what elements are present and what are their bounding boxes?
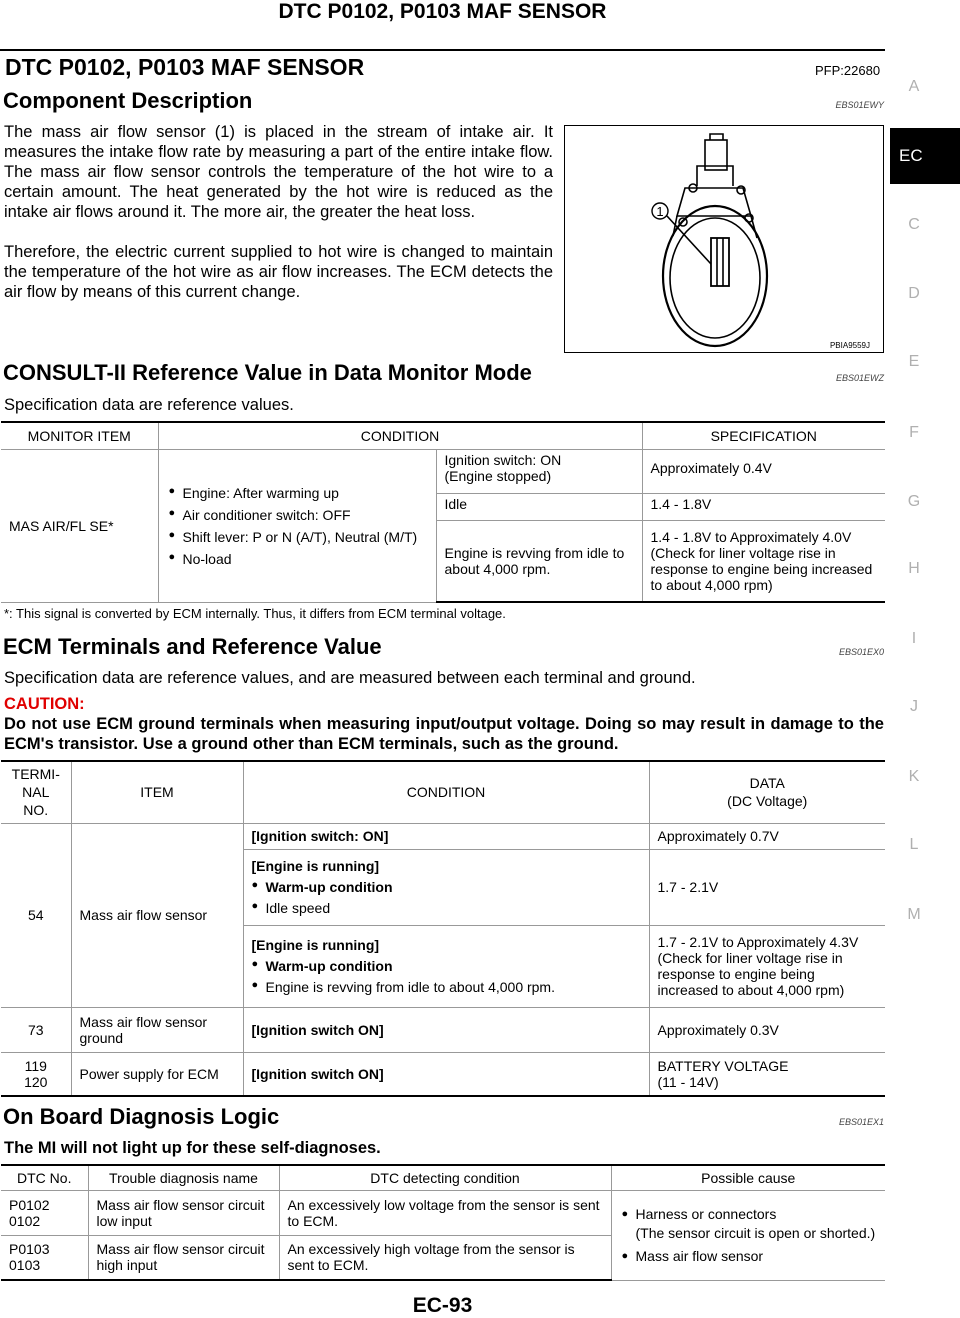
spec-cell: 1.4 - 1.8V to Approximately 4.0V (Check for liner voltage rise in response to engine being increased to about 4,000 rpm): [642, 520, 885, 602]
side-index-f[interactable]: F: [909, 424, 919, 441]
data-cell: Approximately 0.3V: [649, 1007, 885, 1052]
table-row: [1, 1052, 885, 1096]
consult-heading: CONSULT-II Reference Value in Data Monitor Mode: [3, 360, 532, 385]
table-row: [1, 1190, 885, 1235]
header-rule: [0, 49, 885, 51]
condition-cell: [Ignition switch ON]: [243, 1052, 649, 1096]
obd-heading: On Board Diagnosis Logic: [3, 1104, 280, 1129]
table-row: [1, 1007, 885, 1052]
condition-cell: [Ignition switch: ON]: [243, 823, 649, 849]
side-index-i[interactable]: I: [911, 630, 917, 647]
page-header-title: DTC P0102, P0103 MAF SENSOR: [278, 0, 607, 23]
side-index-m[interactable]: M: [907, 906, 921, 923]
component-heading: Component Description: [3, 88, 253, 113]
side-index-g[interactable]: G: [907, 493, 921, 510]
col-detecting-condition: DTC detecting condition: [279, 1165, 611, 1190]
cause-cell: [611, 1190, 885, 1280]
item-cell: Mass air flow sensor: [71, 823, 243, 1007]
col-condition: CONDITION: [158, 422, 642, 449]
ecm-intro: Specification data are reference values, and are measured between each terminal and ground.: [4, 669, 696, 687]
side-index-a[interactable]: A: [908, 78, 920, 95]
condition-heading: [Engine is running]: [251, 858, 380, 874]
obd-intro: The MI will not light up for these self-diagnoses.: [4, 1139, 381, 1157]
col-item: ITEM: [71, 761, 243, 823]
obd-code: EBS01EX1: [838, 1117, 884, 1127]
callout-number: 1: [656, 204, 664, 219]
figure-code: PBIA9559J: [829, 341, 870, 350]
maf-sensor-illustration: [565, 126, 883, 352]
condition-cell: Ignition switch: ON (Engine stopped): [436, 449, 642, 493]
list-item: ● Warm-up condition: [252, 958, 641, 974]
item-cell: Power supply for ECM: [71, 1052, 243, 1096]
list-item: ● Harness or connectors (The sensor circuit is open or shorted.): [622, 1205, 878, 1243]
terminal-cell: 119 120: [1, 1052, 71, 1096]
side-index-d[interactable]: D: [908, 285, 920, 302]
ecm-code: EBS01EX0: [838, 647, 884, 657]
col-trouble-name: Trouble diagnosis name: [88, 1165, 279, 1190]
component-code: EBS01EWY: [835, 100, 884, 110]
side-index-k[interactable]: K: [908, 768, 920, 785]
spec-cell: Approximately 0.4V: [642, 449, 885, 493]
condition-heading: [Engine is running]: [251, 937, 380, 953]
col-terminal-no: TERMI- NAL NO.: [1, 761, 71, 823]
consult-table: [1, 421, 885, 603]
ecm-table: [1, 760, 885, 1097]
pfp-code: PFP:22680: [815, 63, 881, 78]
section-title: DTC P0102, P0103 MAF SENSOR: [5, 54, 365, 80]
col-monitor-item: MONITOR ITEM: [1, 422, 158, 449]
monitor-item-cell: MAS AIR/FL SE*: [1, 449, 158, 602]
ecm-heading: ECM Terminals and Reference Value: [3, 634, 382, 659]
spec-cell: 1.4 - 1.8V: [642, 493, 885, 520]
side-index-j[interactable]: J: [910, 698, 918, 715]
table-row: [1, 449, 885, 493]
condition-cell: Idle: [436, 493, 642, 520]
condition-cell: [243, 925, 649, 1007]
col-data: DATA (DC Voltage): [649, 761, 885, 823]
side-index-c[interactable]: C: [908, 216, 920, 233]
table-header-row: [1, 1165, 885, 1190]
col-specification: SPECIFICATION: [642, 422, 885, 449]
condition-cell: [243, 849, 649, 925]
col-possible-cause: Possible cause: [611, 1165, 885, 1190]
condition-cell: An excessively high voltage from the sensor is sent to ECM.: [279, 1235, 611, 1280]
data-cell: BATTERY VOLTAGE (11 - 14V): [649, 1052, 885, 1096]
data-cell: 1.7 - 2.1V: [649, 849, 885, 925]
list-item: ● Warm-up condition: [252, 879, 641, 895]
condition-cell: Engine is revving from idle to about 4,000 rpm.: [436, 520, 642, 602]
table-header-row: [1, 422, 885, 449]
condition-cell: An excessively low voltage from the sensor is sent to ECM.: [279, 1190, 611, 1235]
list-item: ● No-load: [169, 551, 428, 567]
list-item: ● Idle speed: [252, 900, 641, 916]
dtc-cell: P0103 0103: [1, 1235, 88, 1280]
page-number: EC-93: [412, 1294, 473, 1317]
component-paragraph-2: Therefore, the electric current supplied to hot wire is changed to maintain the temperature of the hot wire as air flow increases. The ECM detects the air flow by means of this current change.: [4, 243, 553, 301]
consult-code: EBS01EWZ: [835, 373, 884, 383]
condition-cell: [Ignition switch ON]: [243, 1007, 649, 1052]
consult-footnote: *: This signal is converted by ECM internally. Thus, it differs from ECM terminal voltage.: [4, 606, 506, 621]
side-index-e[interactable]: E: [908, 353, 920, 370]
dtc-cell: P0102 0102: [1, 1190, 88, 1235]
col-condition: CONDITION: [243, 761, 649, 823]
list-item: ● Mass air flow sensor: [622, 1247, 878, 1266]
list-item: ● Engine is revving from idle to about 4,000 rpm.: [252, 979, 641, 995]
maf-sensor-figure: [564, 125, 884, 353]
list-item: ● Air conditioner switch: OFF: [169, 507, 428, 523]
obd-table: [1, 1164, 885, 1281]
list-item: ● Shift lever: P or N (A/T), Neutral (M/T): [169, 529, 428, 545]
side-index-h[interactable]: H: [908, 560, 920, 577]
condition-list: [158, 449, 436, 602]
col-dtc-no: DTC No.: [1, 1165, 88, 1190]
terminal-cell: 73: [1, 1007, 71, 1052]
item-cell: Mass air flow sensor ground: [71, 1007, 243, 1052]
terminal-cell: 54: [1, 823, 71, 1007]
caution-text: Do not use ECM ground terminals when measuring input/output voltage. Doing so may result in damage to the ECM's transistor. Use a ground other than ECM terminals, such as the ground.: [4, 715, 884, 753]
name-cell: Mass air flow sensor circuit high input: [88, 1235, 279, 1280]
caution-label: CAUTION:: [4, 695, 85, 713]
side-index-ec-active[interactable]: EC: [890, 128, 960, 184]
data-cell: Approximately 0.7V: [649, 823, 885, 849]
consult-intro: Specification data are reference values.: [4, 396, 294, 414]
data-cell: 1.7 - 2.1V to Approximately 4.3V (Check for liner voltage rise in response to engine being increased to about 4,000 rpm): [649, 925, 885, 1007]
list-item: ● Engine: After warming up: [169, 485, 428, 501]
side-index-l[interactable]: L: [909, 836, 919, 853]
table-row: [1, 823, 885, 849]
component-paragraph-1: The mass air flow sensor (1) is placed in the stream of intake air. It measures the intake flow rate by measuring a part of the entire intake flow. The mass air flow sensor controls the temperature of the hot wire to a certain amount. The heat generated by the hot wire is reduced as the intake air flows around it. The more air, the greater the heat loss.: [4, 123, 553, 221]
name-cell: Mass air flow sensor circuit low input: [88, 1190, 279, 1235]
table-header-row: [1, 761, 885, 823]
